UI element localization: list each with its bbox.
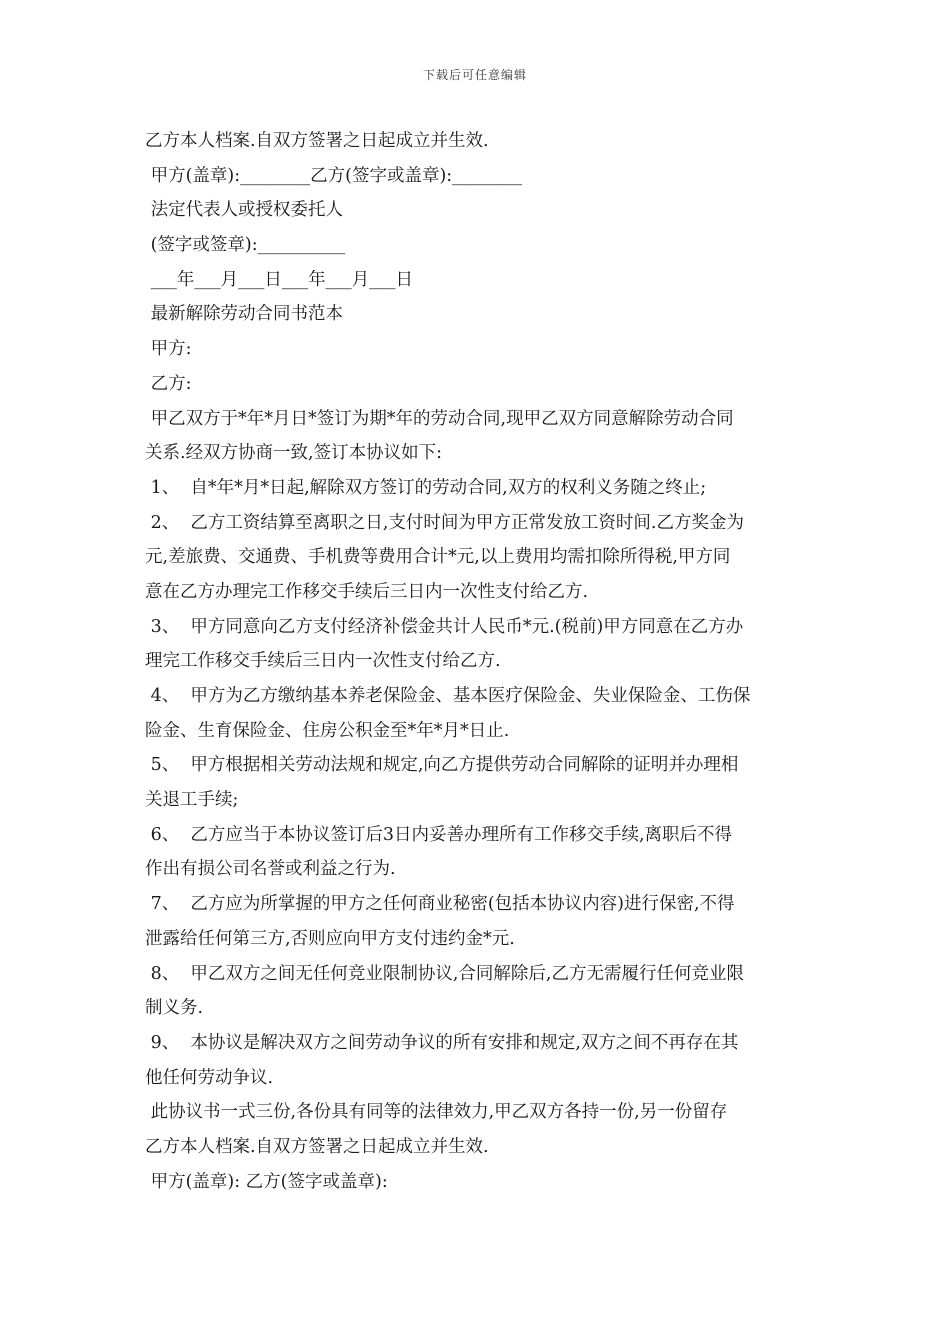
text-line: 甲乙双方于*年*月日*签订为期*年的劳动合同,现甲乙双方同意解除劳动合同 [145, 408, 734, 429]
clause-8: 8、 甲乙双方之间无任何竞业限制协议,合同解除后,乙方无需履行任何竞业限 [145, 963, 744, 984]
text-line: 此协议书一式三份,各份具有同等的法律效力,甲乙双方各持一份,另一份留存 [145, 1102, 728, 1123]
date-line: ___年___月___日___年___月___日 [145, 269, 414, 290]
party-a-label: 甲方: [145, 339, 192, 360]
signature-line-final: 甲方(盖章): 乙方(签字或盖章): [145, 1171, 388, 1192]
section-title: 最新解除劳动合同书范本 [145, 304, 344, 325]
text-line: 法定代表人或授权委托人 [145, 200, 344, 221]
text-line: 乙方本人档案.自双方签署之日起成立并生效. [145, 1136, 489, 1157]
clause-4: 4、 甲方为乙方缴纳基本养老保险金、基本医疗保险金、失业保险金、工伤保 [145, 686, 751, 706]
clause-7: 7、 乙方应为所掌握的甲方之任何商业秘密(包括本协议内容)进行保密,不得 [145, 894, 735, 915]
text-line: 意在乙方办理完工作移交手续后三日内一次性支付给乙方. [145, 581, 589, 602]
text-line: 制义务. [145, 998, 204, 1019]
text-line: 元,差旅费、交通费、手机费等费用合计*元,以上费用均需扣除所得税,甲方同 [145, 547, 731, 568]
clause-5: 5、 甲方根据相关劳动法规和规定,向乙方提供劳动合同解除的证明并办理相 [145, 755, 739, 776]
clause-9: 9、 本协议是解决双方之间劳动争议的所有安排和规定,双方之间不再存在其 [145, 1032, 739, 1053]
signature-line-representative: (签字或签章):__________ [145, 235, 346, 256]
text-line: 乙方本人档案.自双方签署之日起成立并生效. [145, 131, 489, 151]
document-body [145, 124, 810, 1199]
text-line: 理完工作移交手续后三日内一次性支付给乙方. [145, 651, 501, 672]
text-line: 关系.经双方协商一致,签订本协议如下: [145, 443, 443, 464]
text-line: 关退工手续; [145, 790, 239, 811]
text-line: 他任何劳动争议. [145, 1067, 274, 1088]
text-line: 险金、生育保险金、住房公积金至*年*月*日止. [145, 720, 510, 741]
clause-6: 6、 乙方应当于本协议签订后3日内妥善办理所有工作移交手续,离职后不得 [145, 824, 733, 845]
page-header: 下载后可任意编辑 [422, 68, 527, 82]
text-line: 泄露给任何第三方,否则应向甲方支付违约金*元. [145, 928, 515, 949]
text-line: 作出有损公司名誉或利益之行为. [145, 859, 396, 880]
signature-line-party-a-b: 甲方(盖章):________乙方(签字或盖章):________ [145, 165, 523, 186]
clause-2: 2、 乙方工资结算至离职之日,支付时间为甲方正常发放工资时间.乙方奖金为 [145, 512, 744, 533]
clause-1: 1、 自*年*月*日起,解除双方签订的劳动合同,双方的权利义务随之终止; [145, 477, 707, 498]
clause-3: 3、 甲方同意向乙方支付经济补偿金共计人民币*元.(税前)甲方同意在乙方办 [145, 616, 744, 637]
party-b-label: 乙方: [145, 373, 192, 394]
